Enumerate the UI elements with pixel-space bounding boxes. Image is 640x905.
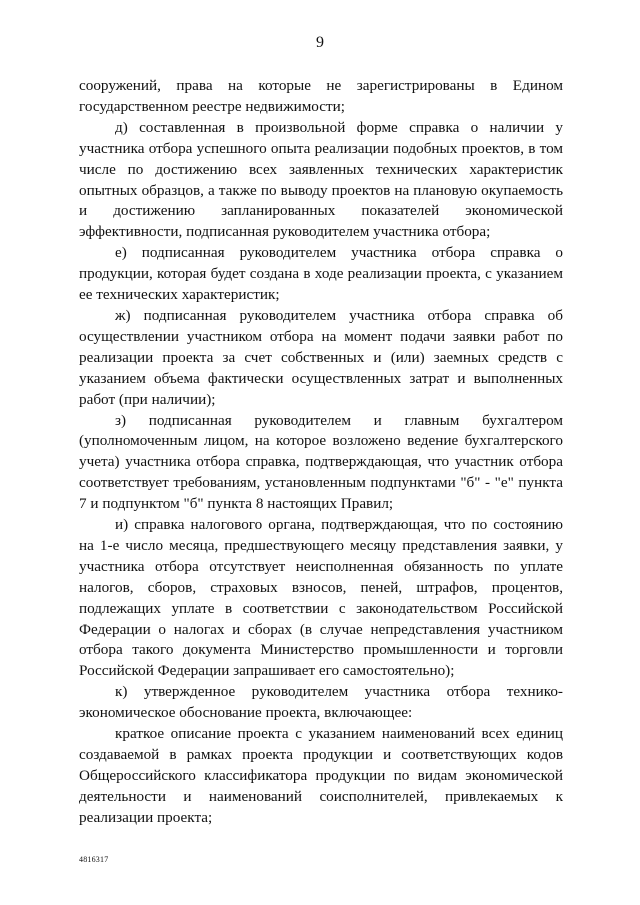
document-body	[79, 76, 563, 829]
paragraph-item-z: з) подписанная руководителем и главным бухгалтером (уполномоченным лицом, на которое возложено ведение бухгалтерского учета) участника отбора справка, подтверждающая, что участник отбора соответствует требованиям, установленным подпунктами "б" - "е" пункта 7 и подпунктом "б" пункта 8 настоящих Правил;	[79, 411, 563, 513]
page-number: 9	[316, 34, 324, 51]
paragraph-item-e: е) подписанная руководителем участника отбора справка о продукции, которая будет создана в ходе реализации проекта, с указанием ее технических характеристик;	[79, 244, 563, 304]
paragraph-item-zh: ж) подписанная руководителем участника отбора справка об осуществлении участником отбора на момент подачи заявки работ по реализации проекта за счет собственных и (или) заемных средств с указанием объема фактически осуществленных затрат и выполненных работ (при наличии);	[79, 306, 563, 408]
paragraph-continuation: сооружений, права на которые не зарегистрированы в Едином государственном реестре недвижимости;	[79, 77, 563, 115]
document-code: 4816317	[79, 855, 109, 864]
paragraph-item-k: к) утвержденное руководителем участника отбора технико-экономическое обоснование проекта, включающее:	[79, 683, 563, 722]
paragraph-item-i: и) справка налогового органа, подтверждающая, что по состоянию на 1-е число месяца, предшествующего месяцу представления заявки, у участника отбора отсутствует неисполненная обязанность по уплате налогов, сборов, страховых взносов, пеней, штрафов, процентов, подлежащих уплате в соответствии с законодательством Российской Федерации о налогах и сборах (в случае непредставления участником отбора такого документа Министерство промышленности и торговли Российской Федерации запрашивает его самостоятельно);	[79, 516, 563, 680]
paragraph-item-k-description: краткое описание проекта с указанием наименований всех единиц создаваемой в рамках проекта продукции и соответствующих кодов Общероссийского классификатора продукции по видам экономической деятельности и наименований соисполнителей, привлекаемых к реализации проекта;	[79, 725, 563, 826]
paragraph-item-d: д) составленная в произвольной форме справка о наличии у участника отбора успешного опыта реализации подобных проектов, в том числе по достижению всех заявленных технических характеристик опытных образцов, а также по выводу проектов на плановую окупаемость и достижению запланированных показателей экономической эффективности, подписанная руководителем участника отбора;	[79, 118, 563, 241]
